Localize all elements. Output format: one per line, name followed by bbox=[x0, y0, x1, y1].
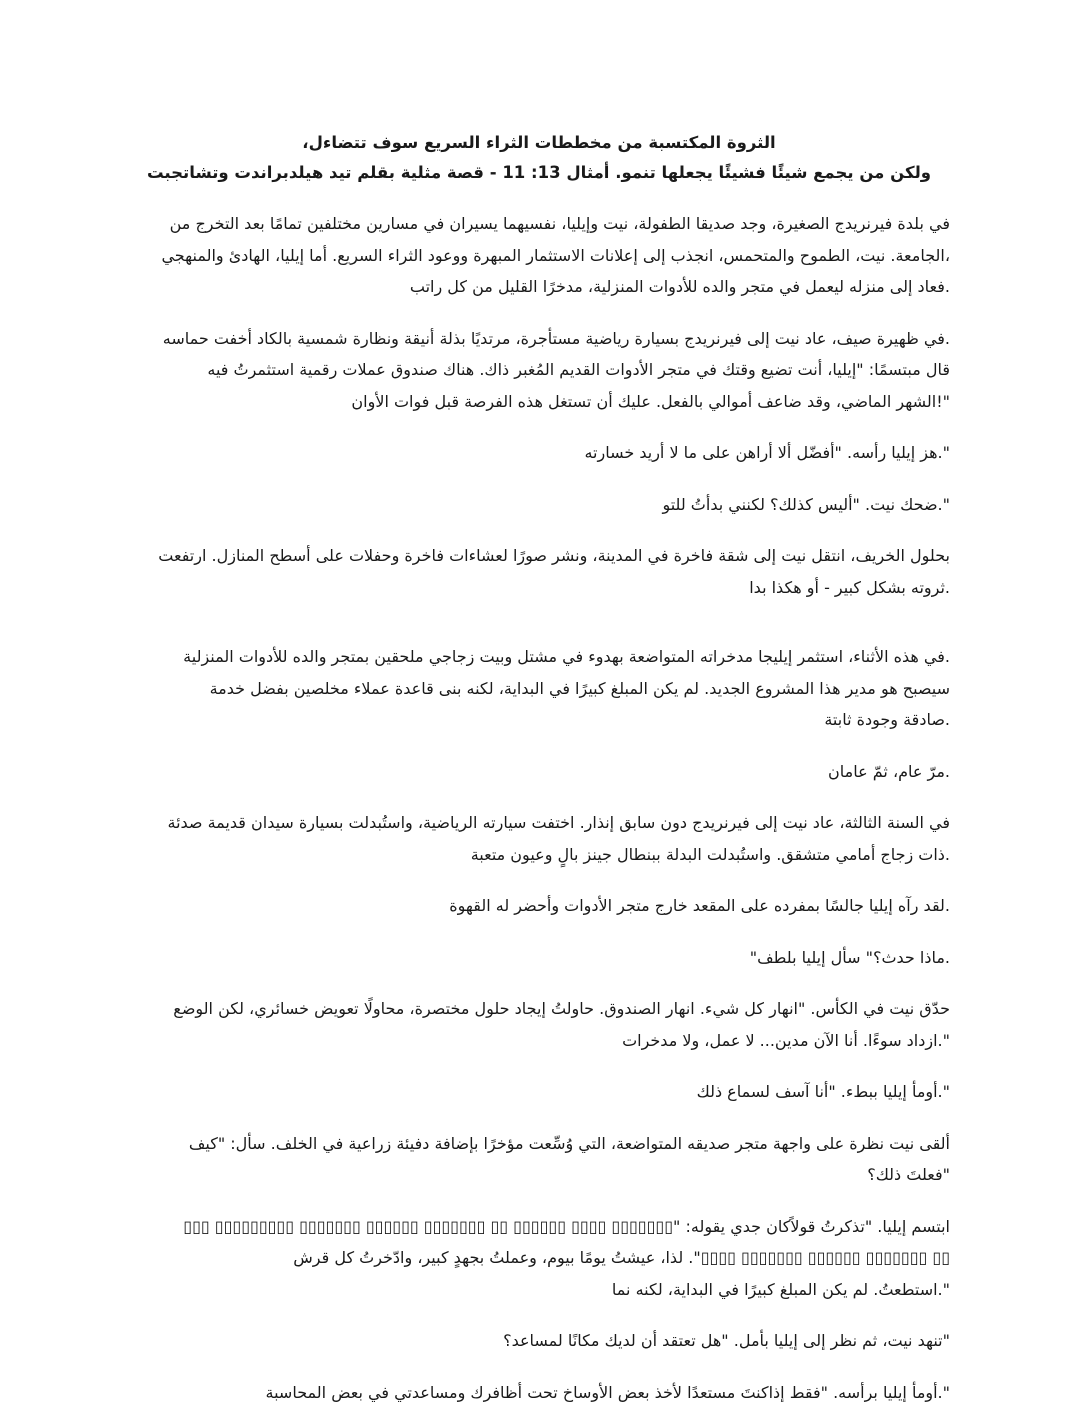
text-line: ابتسم إيليا. "تذكرتُ قولاًكان جدي يقوله: "▯▯▯▯▯▯▯ ▯▯▯▯ ▯▯▯▯▯▯ ▯▯ ▯▯▯▯▯▯▯ ▯▯▯▯▯▯ ▯▯▯▯▯▯▯ ▯▯▯▯▯▯▯▯▯ ▯▯▯ bbox=[183, 1216, 950, 1236]
text-line: ".ازداد سوءًا. أنا الآن مدين... لا عمل، ولا مدخرات bbox=[622, 1030, 950, 1050]
text-line: ".أومأ إيليا برأسه. "فقط إذاكنتَ مستعدًا لأخذ بعض الأوساخ تحت أظافرك ومساعدتي في بعض المحاسبة bbox=[265, 1382, 950, 1402]
text-line: .لقد رآه إيليا جالسًا بمفرده على المقعد خارج متجر الأدوات وأحضر له القهوة bbox=[449, 896, 950, 915]
document-title bbox=[128, 128, 950, 188]
text-line: .ذات زجاج أمامي متشقق. واستُبدلت البدلة ببنطال جينز بالٍ وعيون متعبة bbox=[470, 844, 950, 864]
text-line: في السنة الثالثة، عاد نيت إلى فيرنريدج دون سابق إنذار. اختفت سيارته الرياضية، واستُبدلت بسيارة سيدان قديمة صدئة bbox=[167, 813, 950, 832]
text-line: قال مبتسمًا: "إيليا، أنت تضيع وقتك في متجر الأدوات القديم المُغبر ذاك. هناك صندوق عملات رقمية استثمرتُ فيه bbox=[207, 360, 950, 379]
text-line: في بلدة فيرنريدج الصغيرة، وجد صديقا الطفولة، نيت وإيليا، نفسيهما يسيران في مسارين مختلفين تمامًا بعد التخرج من bbox=[169, 214, 950, 233]
text-line: ".ضحك نيت. "أليس كذلك؟ لكنني بدأتُ للتو bbox=[662, 494, 950, 514]
paragraph-collapse bbox=[128, 993, 950, 1056]
paragraph-elijah-nods bbox=[128, 1377, 950, 1408]
paragraph-grandfather-saying bbox=[128, 1211, 950, 1306]
paragraph-years-pass bbox=[128, 756, 950, 788]
text-line: ".استطعتُ. لم يكن المبلغ كبيرًا في البداية، لكنه نما bbox=[611, 1279, 950, 1299]
text-line: ".هز إيليا رأسه. "أفضّل ألا أراهن على ما لا أريد خسارته bbox=[584, 443, 950, 462]
text-line: ".أومأ إيليا ببطء. "أنا آسف لسماع ذلك bbox=[696, 1082, 950, 1101]
paragraph-third-year bbox=[128, 807, 950, 870]
text-line: "تنهد نيت، ثم نظر إلى إيليا بأمل. "هل تعتقد أن لديك مكانًا لمساعد؟ bbox=[503, 1331, 950, 1350]
text-line: "!الشهر الماضي، وقد ضاعف أموالي بالفعل. عليك أن تستغل هذه الفرصة قبل فوات الأوان bbox=[351, 391, 950, 411]
paragraph-how-did-you bbox=[128, 1128, 950, 1191]
text-line: ألقى نيت نظرة على واجهة متجر صديقه المتواضعة، التي وُسِّعت مؤخرًا بإضافة دفيئة زراعية في الخلف. سأل: "كيف bbox=[188, 1133, 950, 1153]
paragraph-intro bbox=[128, 208, 950, 303]
text-line: .فعاد إلى منزله ليعمل في متجر والده للأدوات المنزلية، مدخرًا القليل من كل راتب bbox=[409, 277, 950, 296]
text-line: بحلول الخريف، انتقل نيت إلى شقة فاخرة في المدينة، ونشر صورًا لعشاءات فاخرة وحفلات على أسطح المنازل. ارتفعت bbox=[158, 546, 950, 565]
paragraph-nate-hope bbox=[128, 1325, 950, 1357]
text-line: سيصبح هو مدير هذا المشروع الجديد. لم يكن المبلغ كبيرًا في البداية، لكنه بنى قاعدة عملاء مخلصين بفضل خدمة bbox=[209, 678, 950, 698]
paragraph-coffee bbox=[128, 890, 950, 922]
text-line: حدّق نيت في الكأس. "انهار كل شيء. انهار الصندوق. حاولتُ إيجاد حلول مختصرة، محاولًا تعويض خسائري، لكن الوضع bbox=[173, 999, 950, 1018]
title-line-2: ولكن من يجمع شيئًا فشيئًا يجعلها تنمو. أمثال 13: 11 - قصة مثلية بقلم تيد هيلدبراندت وتشاتجبت bbox=[146, 163, 932, 182]
text-line: .في ظهيرة صيف، عاد نيت إلى فيرنريدج بسيارة رياضية مستأجرة، مرتديًا بذلة أنيقة ونظارة شمسية بالكاد أخفت حماسه bbox=[162, 328, 950, 348]
text-line: ▯▯ ▯▯▯▯▯▯▯ ▯▯▯▯▯▯ ▯▯▯▯▯▯▯ ▯▯▯▯". لذا، عيشتُ يومًا بيوم، وعملتُ بجهدٍ كبير، وادّخرتُ كل قرش bbox=[293, 1248, 950, 1267]
paragraph-elijah-reply bbox=[128, 437, 950, 469]
text-line: .مرّ عام، ثمّ عامان bbox=[828, 761, 950, 781]
paragraph-summer-return bbox=[128, 323, 950, 418]
text-line: .ثروته بشكل كبير - أو هكذا بدا bbox=[749, 577, 950, 597]
paragraph-sorry bbox=[128, 1076, 950, 1108]
text-line: ،الجامعة. نيت، الطموح والمتحمس، انجذب إلى إعلانات الاستثمار المبهرة ووعود الثراء السريع. أما إيليا، الهادئ والمنهجي bbox=[161, 245, 950, 265]
text-line: .في هذه الأثناء، استثمر إيليجا مدخراته المتواضعة بهدوء في مشتل وبيت زجاجي ملحقين بمتجر والده للأدوات المنزلية bbox=[183, 647, 950, 666]
paragraph-nate-laughs bbox=[128, 489, 950, 521]
paragraph-what-happened bbox=[128, 942, 950, 974]
paragraph-autumn bbox=[128, 540, 950, 603]
paragraph-greenhouse bbox=[128, 641, 950, 736]
text-line: .ماذا حدث؟" سأل إيليا بلطف" bbox=[749, 947, 950, 967]
text-line: "فعلتَ ذلك؟ bbox=[867, 1165, 950, 1184]
text-line: .صادقة وجودة ثابتة bbox=[824, 710, 950, 729]
title-line-1: ،الثروة المكتسبة من مخططات الثراء السريع سوف تتضاءل bbox=[302, 133, 776, 152]
